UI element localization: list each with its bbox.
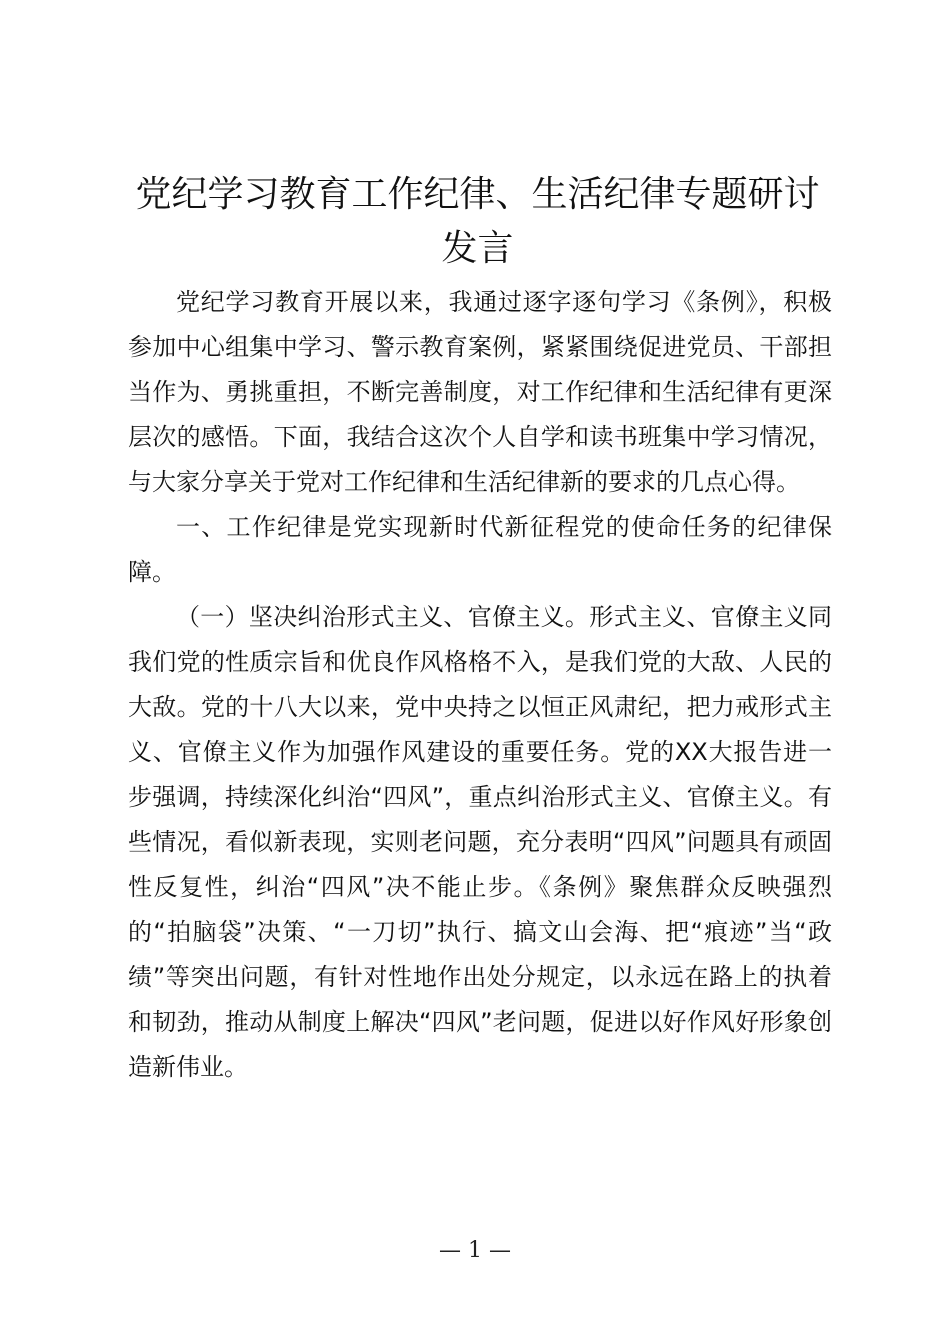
document-title: 党纪学习教育工作纪律、生活纪律专题研讨发言 [135, 174, 820, 269]
paragraph-subsection: （一）坚决纠治形式主义、官僚主义。形式主义、官僚主义同我们党的性质宗旨和优良作风格格不入，是我们党的大敌、人民的大敌。党的十八大以来，党中央持之以恒正风肃纪，把力戒形式主义、官僚主义作为加强作风建设的重要任务。党的XX大报告进一步强调，持续深化纠治“四风”，重点纠治形式主义、官僚主义。有些情况，看似新表现，实则老问题，充分表明“四风”问题具有顽固性反复性，纠治“四风”决不能止步。《条例》聚焦群众反映强烈的“拍脑袋”决策、“一刀切”执行、搞文山会海、把“痕迹”当“政绩”等突出问题，有针对性地作出处分规定，以永远在路上的执着和韧劲，推动从制度上解决“四风”老问题，促进以好作风好形象创造新伟业。 [128, 603, 832, 1081]
paragraph-section-heading: 一、工作纪律是党实现新时代新征程党的使命任务的纪律保障。 [128, 513, 832, 586]
paragraph-intro: 党纪学习教育开展以来，我通过逐字逐句学习《条例》，积极参加中心组集中学习、警示教育案例，紧紧围绕促进党员、干部担当作为、勇挑重担，不断完善制度，对工作纪律和生活纪律有更深层次的感悟。下面，我结合这次个人自学和读书班集中学习情况，与大家分享关于党对工作纪律和生活纪律新的要求的几点心得。 [128, 288, 832, 496]
page-number: — 1 — [439, 1238, 511, 1263]
document-body [128, 280, 832, 1090]
